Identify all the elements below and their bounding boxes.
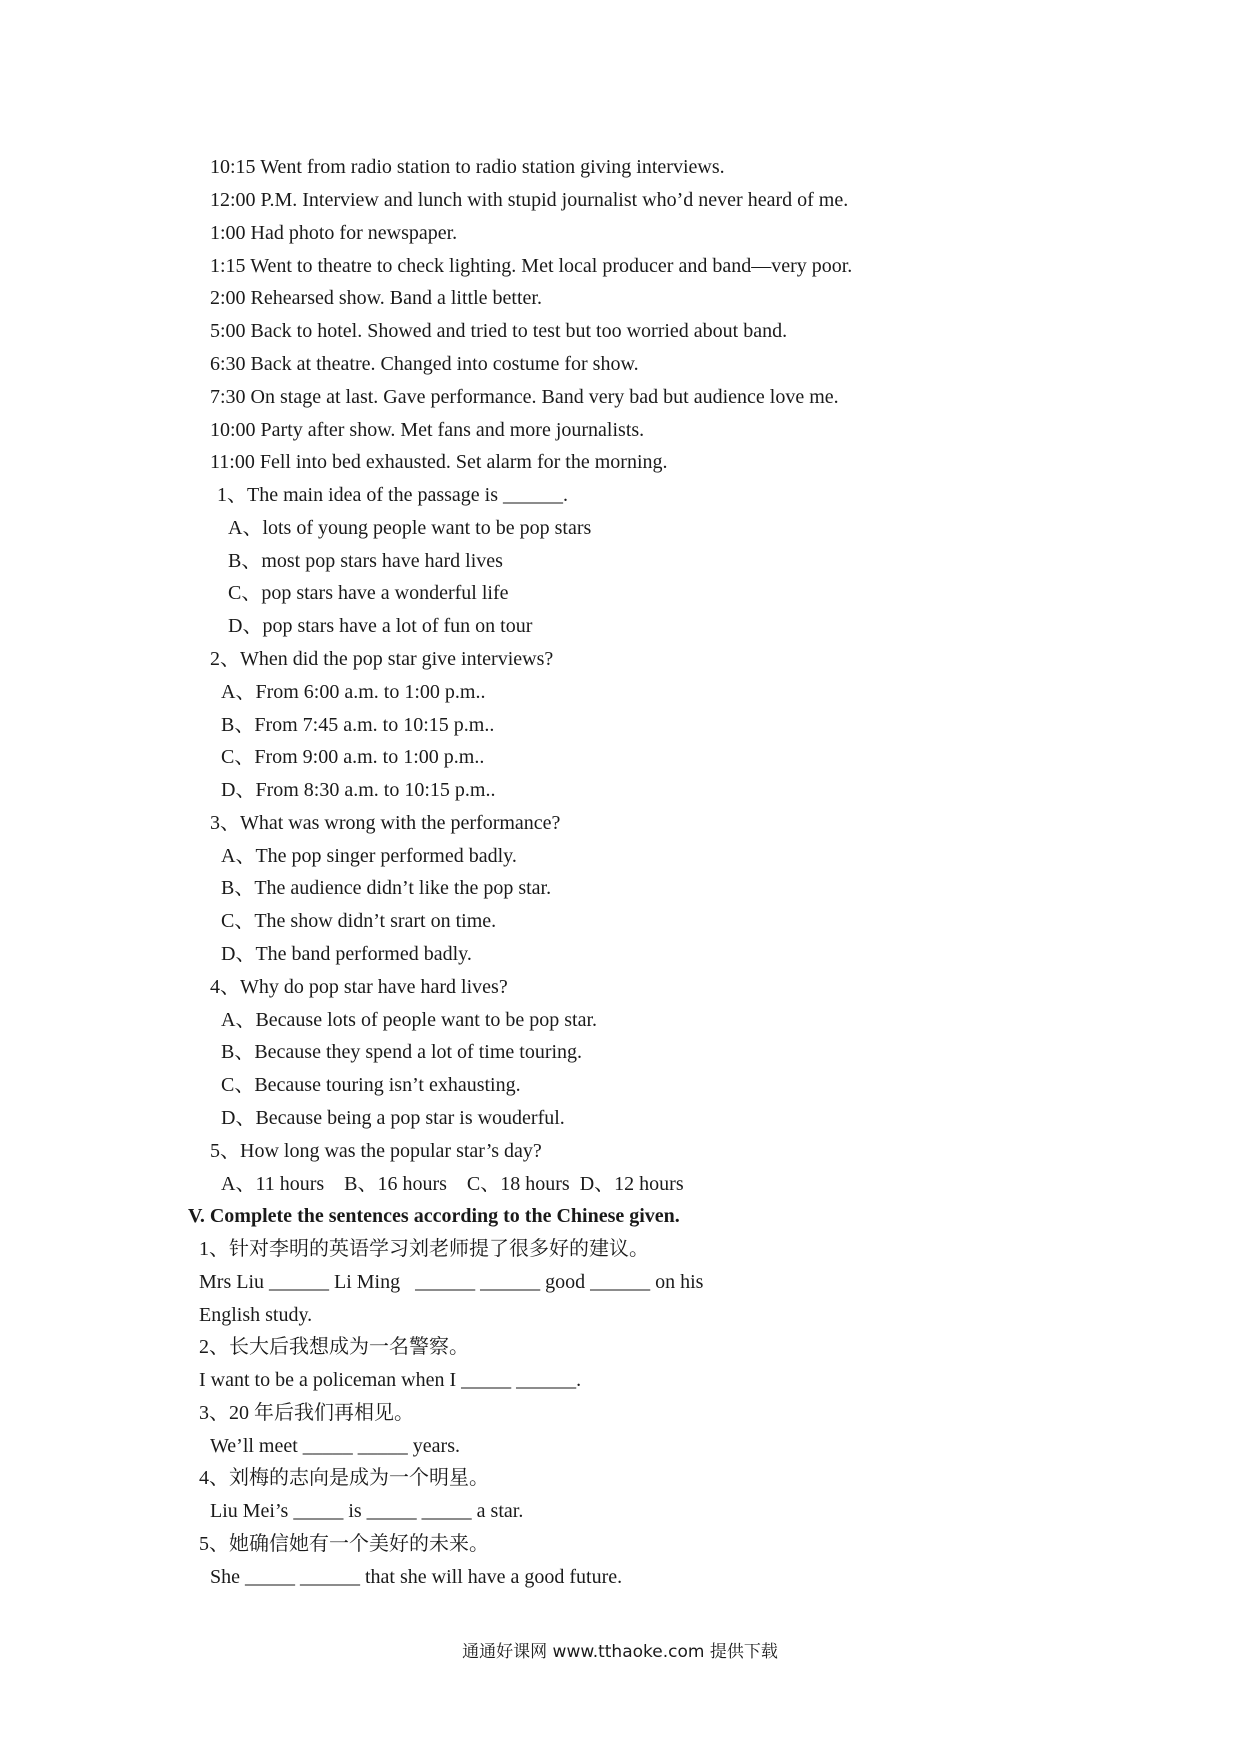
option-1c: C、pop stars have a wonderful life xyxy=(228,582,509,604)
option-4a: A、Because lots of people want to be pop star. xyxy=(221,1009,598,1031)
schedule-line: 1:15 Went to theatre to check lighting. Met local producer and band—very poor. xyxy=(210,255,853,277)
en-sentence-4: Liu Mei’s _____ is _____ _____ a star. xyxy=(210,1500,524,1522)
question-1: 1、The main idea of the passage is ______. xyxy=(217,484,569,506)
option-2c: C、From 9:00 a.m. to 1:00 p.m.. xyxy=(221,746,485,768)
en-sentence-1: Mrs Liu ______ Li Ming ______ ______ good ______ on his xyxy=(199,1271,704,1293)
schedule-line: 1:00 Had photo for newspaper. xyxy=(210,222,458,244)
schedule-line: 11:00 Fell into bed exhausted. Set alarm for the morning. xyxy=(210,451,668,473)
question-3: 3、What was wrong with the performance? xyxy=(210,812,561,834)
option-2a: A、From 6:00 a.m. to 1:00 p.m.. xyxy=(221,681,486,703)
cn-sentence-1: 1、针对李明的英语学习刘老师提了很多好的建议。 xyxy=(199,1238,649,1260)
cn-sentence-2: 2、长大后我想成为一名警察。 xyxy=(199,1336,469,1358)
schedule-line: 10:15 Went from radio station to radio station giving interviews. xyxy=(210,156,725,178)
footer-credit: 通通好课网 www.tthaoke.com 提供下载 xyxy=(462,1642,778,1662)
schedule-line: 2:00 Rehearsed show. Band a little better. xyxy=(210,287,542,309)
en-sentence-2: I want to be a policeman when I _____ ______. xyxy=(199,1369,582,1391)
schedule-line: 6:30 Back at theatre. Changed into costume for show. xyxy=(210,353,639,375)
question-2: 2、When did the pop star give interviews? xyxy=(210,648,554,670)
option-1b: B、most pop stars have hard lives xyxy=(228,550,503,572)
option-1a: A、lots of young people want to be pop stars xyxy=(228,517,592,539)
option-4d: D、Because being a pop star is wouderful. xyxy=(221,1107,565,1129)
question-5: 5、How long was the popular star’s day? xyxy=(210,1140,542,1162)
section-heading: V. Complete the sentences according to the Chinese given. xyxy=(188,1205,680,1227)
schedule-line: 12:00 P.M. Interview and lunch with stupid journalist who’d never heard of me. xyxy=(210,189,849,211)
options-5: A、11 hours B、16 hours C、18 hours D、12 hours xyxy=(221,1173,684,1195)
cn-sentence-4: 4、刘梅的志向是成为一个明星。 xyxy=(199,1467,489,1489)
schedule-line: 5:00 Back to hotel. Showed and tried to test but too worried about band. xyxy=(210,320,788,342)
option-4c: C、Because touring isn’t exhausting. xyxy=(221,1074,521,1096)
option-3d: D、The band performed badly. xyxy=(221,943,472,965)
option-2b: B、From 7:45 a.m. to 10:15 p.m.. xyxy=(221,714,495,736)
schedule-line: 7:30 On stage at last. Gave performance. Band very bad but audience love me. xyxy=(210,386,839,408)
option-3a: A、The pop singer performed badly. xyxy=(221,845,517,867)
en-sentence-3: We’ll meet _____ _____ years. xyxy=(210,1435,460,1457)
option-1d: D、pop stars have a lot of fun on tour xyxy=(228,615,533,637)
option-3b: B、The audience didn’t like the pop star. xyxy=(221,877,552,899)
cn-sentence-3: 3、20 年后我们再相见。 xyxy=(199,1402,414,1424)
schedule-line: 10:00 Party after show. Met fans and more journalists. xyxy=(210,419,645,441)
option-4b: B、Because they spend a lot of time touring. xyxy=(221,1041,583,1063)
en-sentence-5: She _____ ______ that she will have a good future. xyxy=(210,1566,623,1588)
question-4: 4、Why do pop star have hard lives? xyxy=(210,976,508,998)
cn-sentence-5: 5、她确信她有一个美好的未来。 xyxy=(199,1533,489,1555)
option-3c: C、The show didn’t srart on time. xyxy=(221,910,497,932)
option-2d: D、From 8:30 a.m. to 10:15 p.m.. xyxy=(221,779,496,801)
en-sentence-1-cont: English study. xyxy=(199,1304,313,1326)
